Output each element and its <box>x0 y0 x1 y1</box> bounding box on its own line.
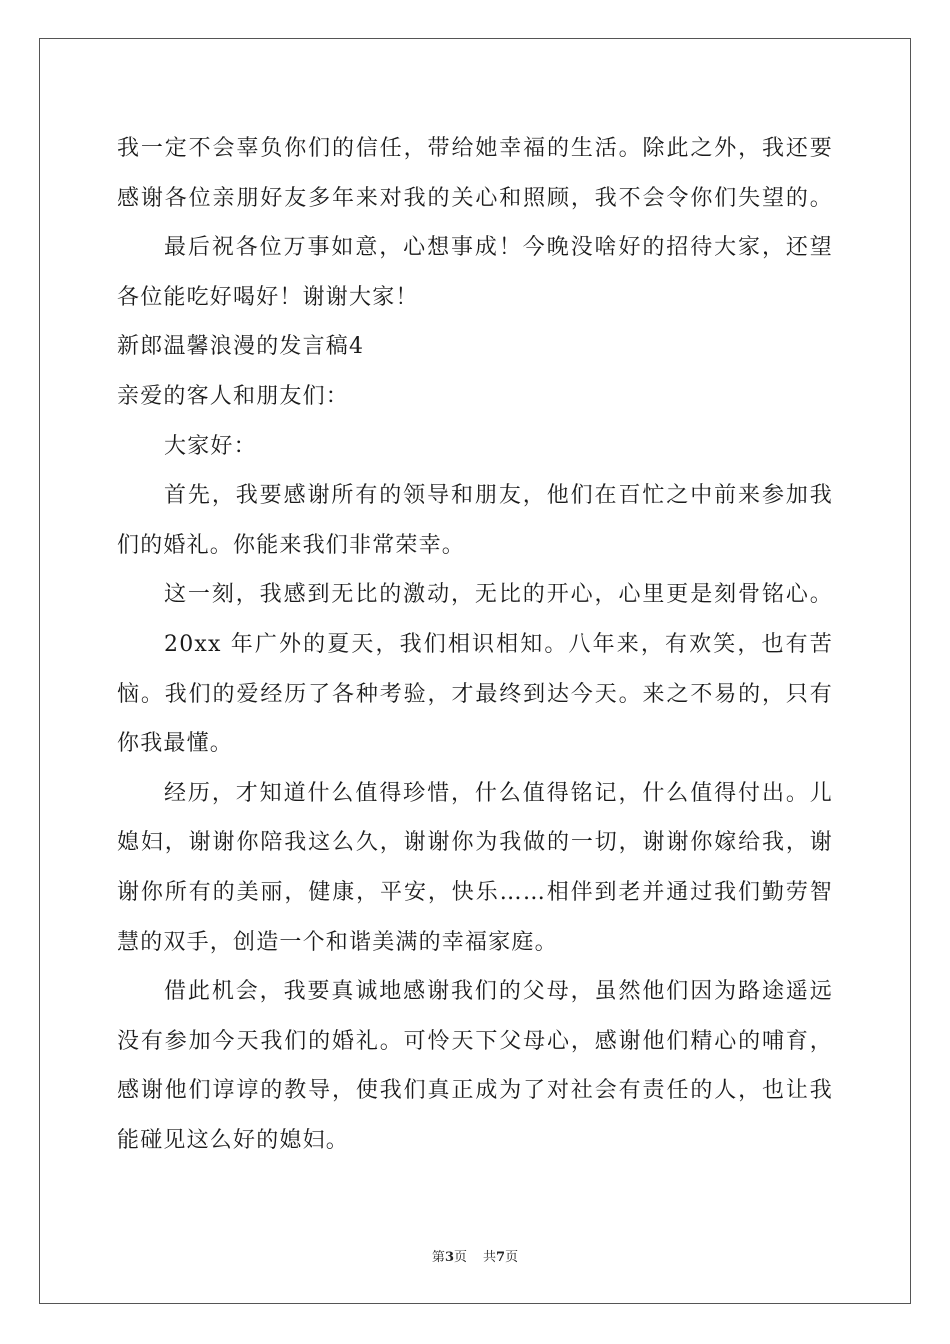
document-body <box>117 124 833 1165</box>
text-line: 媳妇，谢谢你陪我这么久，谢谢你为我做的一切，谢谢你嫁给我，谢 <box>117 830 833 856</box>
text-line: 们的婚礼。你能来我们非常荣幸。 <box>117 532 466 558</box>
text-line: 经历，才知道什么值得珍惜，什么值得铭记，什么值得付出。儿 <box>164 780 833 806</box>
text-line: 20xx 年广外的夏天，我们相识相知。八年来，有欢笑，也有苦 <box>164 631 833 657</box>
text-line: 借此机会，我要真诚地感谢我们的父母，虽然他们因为路途遥远 <box>164 979 833 1005</box>
text-line: 感谢他们谆谆的教导，使我们真正成为了对社会有责任的人，也让我 <box>117 1078 833 1104</box>
text-line: 慧的双手，创造一个和谐美满的幸福家庭。 <box>117 929 558 955</box>
text-line: 这一刻，我感到无比的激动，无比的开心，心里更是刻骨铭心。 <box>164 582 833 608</box>
text-line: 各位能吃好喝好！谢谢大家！ <box>117 284 419 310</box>
text-line: 最后祝各位万事如意，心想事成！今晚没啥好的招待大家，还望 <box>164 235 833 261</box>
footer-total-prefix: 共 <box>483 1250 497 1265</box>
text-line: 亲爱的客人和朋友们： <box>117 383 350 409</box>
text-line: 恼。我们的爱经历了各种考验，才最终到达今天。来之不易的，只有 <box>117 681 833 707</box>
footer-prefix: 第 <box>431 1250 445 1265</box>
footer-total-unit: 页 <box>505 1250 519 1265</box>
total-page-count: 7 <box>496 1250 506 1265</box>
text-line: 能碰见这么好的媳妇。 <box>117 1127 350 1153</box>
text-line: 首先，我要感谢所有的领导和朋友，他们在百忙之中前来参加我 <box>164 483 833 509</box>
current-page-number: 3 <box>444 1250 454 1265</box>
text-line: 大家好： <box>164 433 257 459</box>
text-line: 谢你所有的美丽，健康，平安，快乐……相伴到老并通过我们勤劳智 <box>117 879 833 905</box>
text-line: 新郎温馨浪漫的发言稿4 <box>117 334 365 360</box>
footer-page-unit: 页 <box>453 1250 467 1265</box>
page-footer <box>0 1246 950 1265</box>
text-line: 我一定不会辜负你们的信任，带给她幸福的生活。除此之外，我还要 <box>117 136 833 161</box>
text-line: 你我最懂。 <box>117 731 234 757</box>
text-line: 感谢各位亲朋好友多年来对我的关心和照顾，我不会令你们失望的。 <box>117 185 833 211</box>
text-line: 没有参加今天我们的婚礼。可怜天下父母心，感谢他们精心的哺育， <box>117 1028 833 1054</box>
